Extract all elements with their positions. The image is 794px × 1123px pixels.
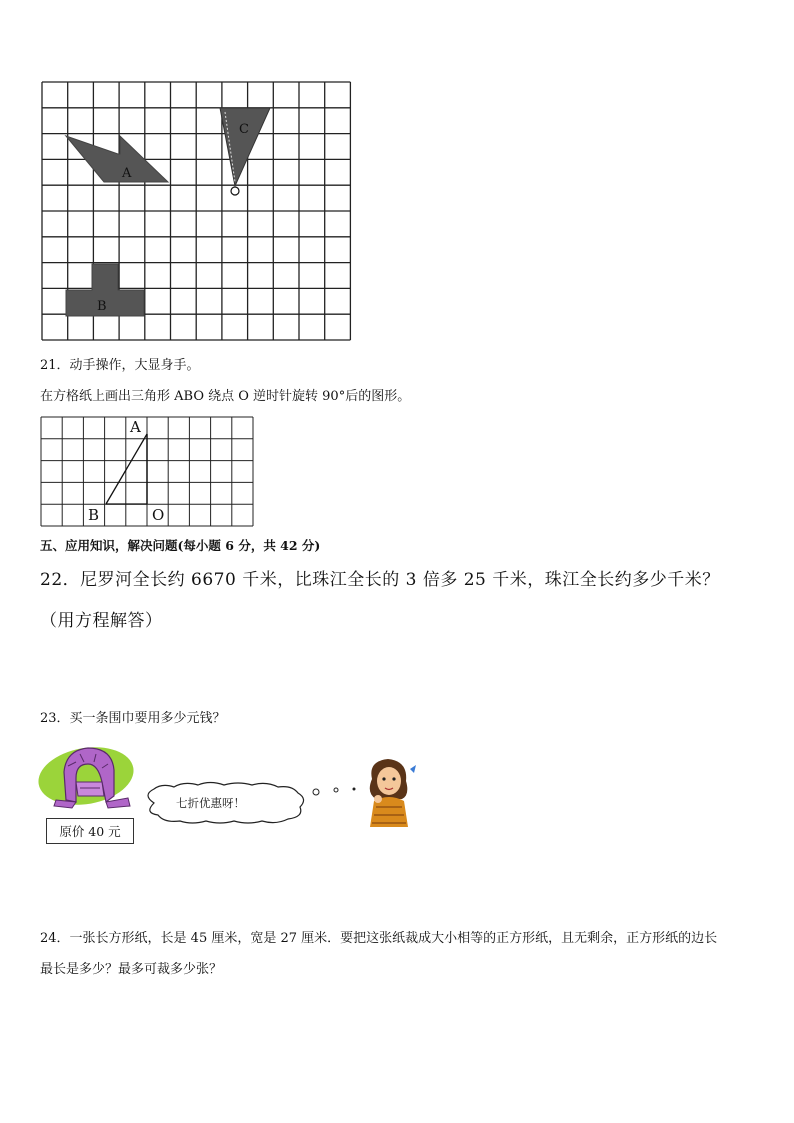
label-o: O [152, 506, 165, 524]
shape-b-label: B [97, 299, 107, 314]
q23-title: 23．买一条围巾要用多少元钱？ [40, 711, 226, 726]
section-5-heading: 五、应用知识，解决问题(每小题 6 分，共 42 分) [40, 538, 321, 553]
point-o [231, 187, 239, 195]
rotation-grid-figure [40, 78, 354, 346]
speech-text: 七折优惠呀！ [176, 796, 245, 810]
thought-dots [310, 784, 362, 798]
q22-line2: （用方程解答） [40, 611, 163, 631]
q21-title: 21．动手操作，大显身手。 [40, 358, 200, 373]
label-b: B [88, 506, 100, 524]
girl-illustration [358, 755, 420, 829]
shape-c-label: C [239, 122, 249, 137]
triangle-abo-grid [40, 416, 256, 528]
original-price-box: 原价 40 元 [46, 818, 134, 844]
q24-line2: 最长是多少？最多可裁多少张？ [40, 962, 223, 977]
q24-line1: 24．一张长方形纸，长是 45 厘米，宽是 27 厘米．要把这张纸裁成大小相等的正方形纸，且无剩余，正方形纸的边长 [40, 931, 718, 946]
label-a: A [130, 418, 141, 436]
shape-a-label: A [122, 166, 132, 181]
q21-instruction: 在方格纸上画出三角形 ABO 绕点 O 逆时针旋转 90°后的图形。 [40, 389, 411, 404]
shape-c [220, 108, 270, 186]
q22-line1: 22．尼罗河全长约 6670 千米，比珠江全长的 3 倍多 25 千米，珠江全长约多少千米？ [40, 570, 720, 590]
scarf-illustration [36, 742, 140, 814]
